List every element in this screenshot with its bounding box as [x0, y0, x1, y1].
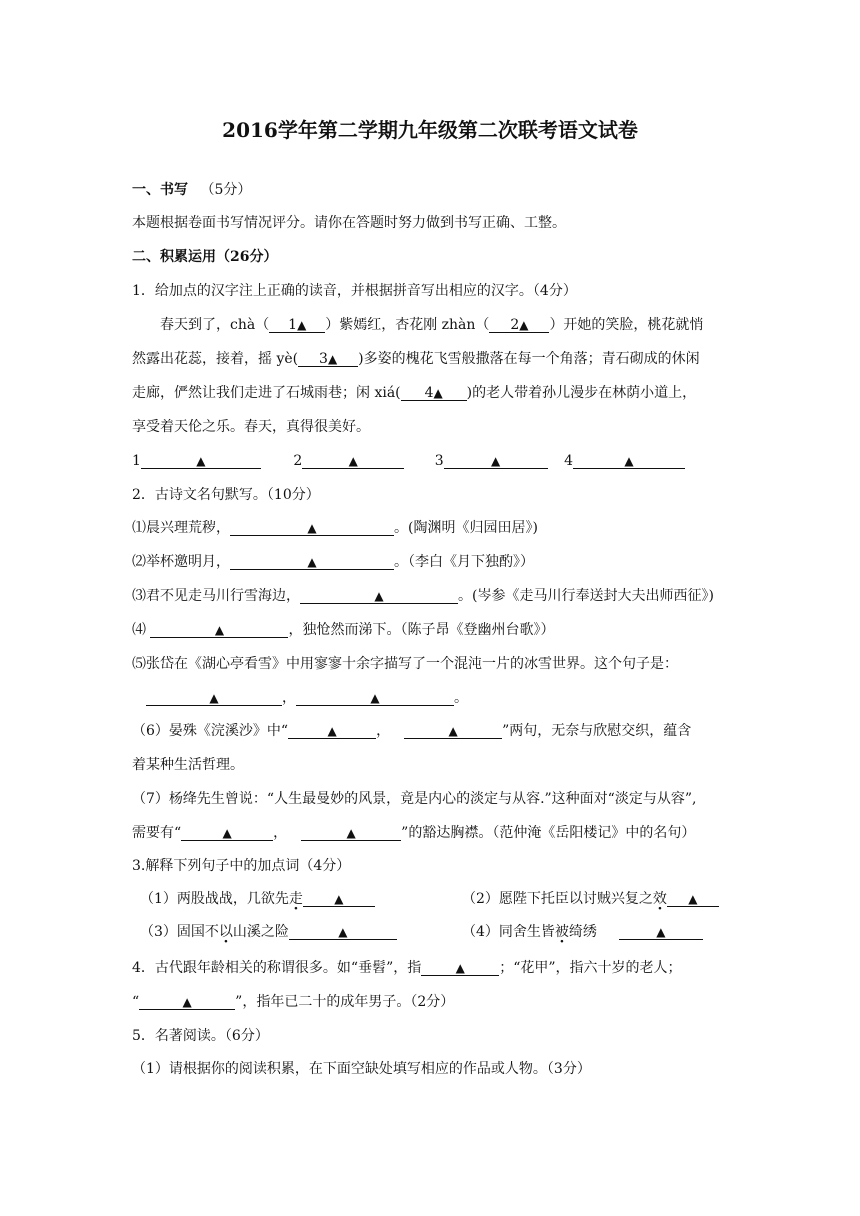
- triangle-icon: ▲: [307, 521, 317, 535]
- triangle-icon: ▲: [519, 318, 529, 332]
- triangle-icon: ▲: [327, 724, 337, 738]
- q2-text: 。(岑参《走马川行奉送封大夫出师西征》): [458, 588, 714, 604]
- q2-text: 需要有“: [132, 825, 182, 841]
- answer-blank-3[interactable]: [444, 453, 548, 469]
- triangle-icon: ▲: [433, 386, 443, 400]
- triangle-icon: ▲: [307, 555, 317, 569]
- q3-item-3: [140, 923, 397, 941]
- answer-blank-1[interactable]: [141, 453, 261, 469]
- q1-answers: [132, 452, 685, 470]
- q3-item-1: [140, 890, 375, 908]
- q2-blank-6a[interactable]: [288, 723, 376, 739]
- blank-number: 2: [510, 317, 520, 333]
- section-1-title: 一、书写: [132, 182, 188, 198]
- q2-blank-7b[interactable]: [301, 825, 401, 841]
- q4-text: ；“花甲”，指六十岁的老人；: [499, 960, 682, 976]
- triangle-icon: ▲: [656, 925, 666, 939]
- triangle-icon: ▲: [348, 454, 358, 468]
- triangle-icon: ▲: [222, 826, 232, 840]
- q2-item-1: [132, 519, 538, 537]
- triangle-icon: ▲: [448, 724, 458, 738]
- q2-blank-6b[interactable]: [404, 723, 502, 739]
- q1-text: ）开她的笑脸，桃花就悄: [549, 317, 704, 333]
- blank-4[interactable]: [401, 385, 467, 401]
- q2-text: 。（李白《月下独酌》）: [394, 554, 534, 570]
- q1-text: )的老人带着孙儿漫步在林荫小道上，: [466, 385, 697, 401]
- q2-item-5-answer: [146, 689, 468, 707]
- q3-stem: 3.解释下列句子中的加点词（4分）: [132, 858, 351, 874]
- q2-blank-5b[interactable]: [296, 690, 454, 706]
- q4-line1: [132, 959, 682, 977]
- q5-stem: 5．名著阅读。（6分）: [132, 1028, 269, 1044]
- q2-blank-7a[interactable]: [181, 825, 273, 841]
- triangle-icon: ▲: [374, 589, 384, 603]
- dotted-char: 以: [218, 924, 233, 940]
- section-2-title: 二、积累运用: [132, 249, 216, 265]
- q2-blank-4[interactable]: [150, 622, 288, 638]
- q2-text: ，: [273, 825, 288, 841]
- blank-number: 3: [319, 351, 328, 367]
- triangle-icon: ▲: [214, 623, 225, 637]
- q3-blank-1[interactable]: [303, 891, 375, 907]
- q2-text: ⑴晨兴理荒秽，: [132, 520, 230, 536]
- triangle-icon: ▲: [209, 691, 219, 705]
- section-2-score: （26分）: [216, 249, 278, 265]
- q1-text: ）紫嫣红，杏花刚 zhàn（: [325, 317, 490, 333]
- q2-text: ”两句，无奈与欣慰交织，蕴含: [502, 723, 692, 739]
- q3-blank-3[interactable]: [289, 924, 397, 940]
- q1-line1: [160, 316, 703, 334]
- section-1-score: （5分）: [200, 182, 252, 198]
- q3-text: （2）愿陛下托臣以讨贼兴复之: [462, 891, 653, 907]
- q2-text: ，独怆然而涕下。（陈子昂《登幽州台歌》）: [288, 622, 555, 638]
- q3-item-4: [462, 923, 703, 941]
- triangle-icon: ▲: [297, 318, 307, 332]
- q3-text: （4）同舍生皆: [462, 924, 555, 940]
- answer-number: 2: [293, 453, 303, 469]
- q4-blank-1[interactable]: [421, 960, 499, 976]
- triangle-icon: ▲: [327, 352, 338, 366]
- q3-text: （1）两股战战，几欲先: [140, 891, 289, 907]
- q4-text: “: [132, 994, 140, 1010]
- q2-item-4: [132, 621, 554, 639]
- q2-item-7: （7）杨绛先生曾说：“人生最曼妙的风景，竟是内心的淡定与从容.”这种面对“淡定与从容”,: [132, 791, 697, 807]
- q2-blank-2[interactable]: [230, 554, 394, 570]
- q3-text: （3）固国不: [140, 924, 219, 940]
- triangle-icon: ▲: [346, 826, 356, 840]
- triangle-icon: ▲: [688, 892, 698, 906]
- triangle-icon: ▲: [334, 892, 344, 906]
- page-title: 2016学年第二学期九年级第二次联考语文试卷: [222, 118, 638, 142]
- q2-text: ⑷: [132, 622, 151, 638]
- q1-line2: [132, 350, 700, 368]
- triangle-icon: ▲: [370, 691, 380, 705]
- q2-text: ⑵举杯邀明月，: [132, 554, 230, 570]
- q2-blank-5a[interactable]: [146, 690, 282, 706]
- section-1-heading: [132, 181, 251, 199]
- answer-number: 3: [434, 453, 444, 469]
- q4-text: ”，指年已二十的成年男子。（2分）: [235, 994, 455, 1010]
- q2-blank-1[interactable]: [230, 520, 394, 536]
- q2-item-6: [132, 722, 691, 740]
- q3-blank-4[interactable]: [619, 924, 703, 940]
- blank-1[interactable]: [269, 317, 325, 333]
- q2-text: ，: [376, 723, 391, 739]
- blank-3[interactable]: [298, 351, 358, 367]
- q5-sub1: （1）请根据你的阅读积累，在下面空缺处填写相应的作品或人物。（3分）: [132, 1061, 591, 1077]
- q2-text: ⑶君不见走马川行雪海边，: [132, 588, 300, 604]
- q2-text: ”的豁达胸襟。（范仲淹《岳阳楼记》中的名句）: [401, 825, 696, 841]
- q2-blank-3[interactable]: [300, 588, 458, 604]
- q3-item-2: [462, 890, 719, 908]
- triangle-icon: ▲: [455, 961, 465, 975]
- triangle-icon: ▲: [624, 454, 634, 468]
- section-1-body: 本题根据卷面书写情况评分。请你在答题时努力做到书写正确、工整。: [132, 215, 566, 231]
- q2-item-5: ⑸张岱在《湖心亭看雪》中用寥寥十余字描写了一个混沌一片的冰雪世界。这个句子是：: [132, 656, 678, 672]
- section-2-heading: [132, 248, 277, 266]
- triangle-icon: ▲: [182, 995, 192, 1009]
- dotted-char: 效: [652, 891, 667, 907]
- q4-blank-2[interactable]: [139, 994, 235, 1010]
- q2-item-2: [132, 553, 534, 571]
- q2-item-3: [132, 587, 714, 605]
- answer-number: 4: [564, 453, 574, 469]
- blank-2[interactable]: [489, 317, 549, 333]
- q1-line4: 享受着天伦之乐。春天，真得很美好。: [132, 419, 370, 435]
- q1-stem: 1．给加点的汉字注上正确的读音，并根据拼音写出相应的汉字。（4分）: [132, 283, 577, 299]
- q2-item-6-cont: 着某种生活哲理。: [132, 757, 244, 773]
- blank-number: 4: [424, 385, 434, 401]
- q2-text: ，: [282, 690, 296, 706]
- answer-blank-4[interactable]: [573, 453, 685, 469]
- q3-text: 山溪之险: [232, 924, 289, 940]
- q1-text: 春天到了，chà（: [160, 317, 270, 333]
- q1-text: 走廊，俨然让我们走进了石城雨巷；闲 xiá(: [132, 385, 401, 401]
- q2-stem: 2．古诗文名句默写。（10分）: [132, 487, 320, 503]
- triangle-icon: ▲: [338, 925, 348, 939]
- answer-blank-2[interactable]: [302, 453, 404, 469]
- q3-blank-2[interactable]: [667, 891, 719, 907]
- triangle-icon: ▲: [196, 454, 206, 468]
- q3-text: 绮绣: [568, 924, 597, 940]
- q1-text: )多姿的槐花飞雪般撒落在每一个角落；青石砌成的休闲: [358, 351, 700, 367]
- q1-text: 然露出花蕊，接着，摇 yè(: [132, 351, 299, 367]
- q4-text: 4．古代跟年龄相关的称谓很多。如“垂髫”，指: [132, 960, 422, 976]
- q1-line3: [132, 384, 696, 402]
- triangle-icon: ▲: [491, 454, 501, 468]
- dotted-char: 被: [554, 924, 569, 940]
- answer-number: 1: [132, 453, 141, 469]
- dotted-char: 走: [288, 891, 303, 907]
- q2-text: 。: [454, 690, 468, 706]
- blank-number: 1: [288, 317, 298, 333]
- q2-text: 。(陶渊明《归园田居》): [394, 520, 538, 536]
- q4-line2: [132, 993, 454, 1011]
- q2-text: （6）晏殊《浣溪沙》中“: [132, 723, 289, 739]
- q2-item-7-cont: [132, 824, 695, 842]
